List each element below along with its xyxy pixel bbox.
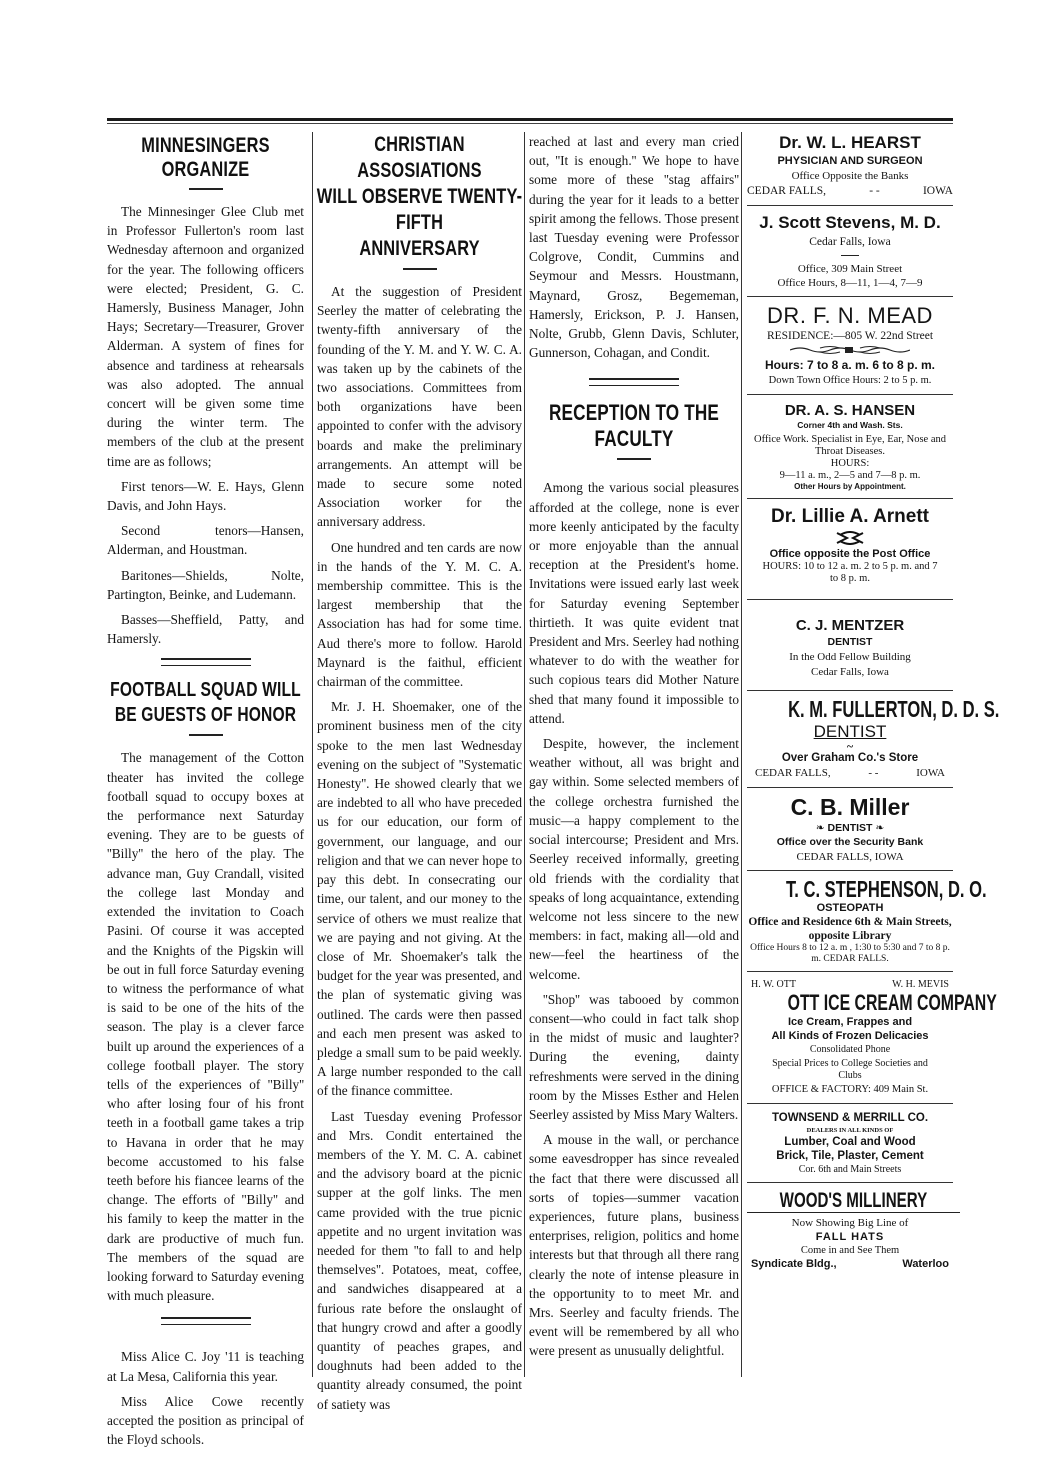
divider-dash bbox=[617, 458, 651, 460]
ad-building: Syndicate Bldg., bbox=[751, 1258, 837, 1270]
column-2 bbox=[317, 132, 522, 1420]
ad-divider bbox=[747, 205, 953, 206]
headline-line: CHRISTIAN ASSOSIATIONS bbox=[357, 133, 482, 182]
ad-divider bbox=[747, 394, 953, 395]
ad-office: Office, 309 Main Street bbox=[797, 263, 903, 275]
ad-name: K. M. FULLERTON, D. D. S. bbox=[788, 696, 1000, 722]
ad-woods bbox=[747, 1189, 953, 1271]
column-divider bbox=[741, 132, 742, 1377]
ad-line: FALL HATS bbox=[815, 1231, 885, 1243]
paragraph: Second tenors—Hansen, Alderman, and Houstman. bbox=[107, 523, 304, 558]
double-rule bbox=[161, 1317, 251, 1325]
ornament-icon: ~ bbox=[846, 739, 854, 753]
ad-hours: 9—11 a. m., 2—5 and 7—8 p. m. bbox=[779, 470, 921, 481]
ad-office: Office over the Security Bank bbox=[776, 836, 924, 848]
ad-hours-text: Office Hours 8 to 12 a. m , 1:30 to 5:30 and 7 to 8 p. m. bbox=[750, 943, 950, 964]
ad-divider bbox=[747, 599, 953, 600]
top-rule-thin bbox=[107, 123, 953, 124]
leaf-icon: ❧ bbox=[815, 822, 825, 834]
ad-office: Office Opposite the Banks bbox=[791, 170, 909, 182]
paragraph: Mr. J. H. Shoemaker, one of the prominent business men of the city spoke to the men last Wednesday evening on the subject of ''Systematic Honesty''. He showed clearly that we are indebted to all who have preceded us for our education, our form of government, our language, and our religion and that we can never hope to pay this debt. In consecrating our time, our talent, and our money to the service of others we must realize that we are paying and not giving. At the close of Mr. Shoemaker's talk the budget for the year was presented, and the plan of systematic giving was outlined. The cards were then passed and each men present was asked to pledge a small sum to be paid weekly. A large number responded to the call of the finance committee. bbox=[317, 699, 522, 1099]
ad-address: Cor. 6th and Main Streets bbox=[798, 1164, 902, 1175]
ad-name: C. B. Miller bbox=[790, 794, 910, 820]
ad-name: TOWNSEND & MERRILL CO. bbox=[771, 1112, 929, 1124]
ad-address: OFFICE & FACTORY: 409 Main St. bbox=[771, 1084, 929, 1095]
headline-line: WILL OBSERVE TWENTY-FIFTH bbox=[316, 185, 523, 234]
ad-divider bbox=[747, 971, 953, 972]
personal-item: Miss Alice Cowe recently accepted the position as principal of the Floyd schools. bbox=[107, 1393, 304, 1448]
top-rule bbox=[107, 118, 953, 121]
ad-title: DENTIST bbox=[813, 722, 887, 741]
ad-title: PHYSICIAN AND SURGEON bbox=[777, 155, 923, 167]
ad-location: Over Graham Co.'s Store bbox=[781, 752, 919, 764]
ad-divider bbox=[747, 498, 953, 499]
ad-divider bbox=[747, 690, 953, 691]
ad-line: Now Showing Big Line of bbox=[791, 1217, 909, 1229]
ad-city: CEDAR FALLS. bbox=[823, 954, 889, 964]
ad-line: Brick, Tile, Plaster, Cement bbox=[776, 1150, 924, 1162]
ad-hours-label: HOURS: bbox=[830, 458, 870, 469]
ad-stevens bbox=[747, 212, 953, 290]
ad-divider bbox=[747, 1103, 953, 1104]
ad-townsend bbox=[747, 1110, 953, 1176]
ad-owner: W. H. MEVIS bbox=[892, 979, 949, 990]
paragraph: At the suggestion of President Seerley the matter of celebrating the twenty-fifth anniversary of the founding of the Y. M. and Y. W. C. A. was taken up by the cabinets of the two associations. Committees from both organizations have been appointed to confer with the advisory boards and make the preliminary arrangements. An attempt will be made to secure some noted Association worker for the anniversary address. bbox=[317, 284, 522, 530]
column-1 bbox=[107, 132, 304, 1455]
paragraph-continuation: reached at last and every man cried out, ''It is enough.'' We hope to have some more of these ''stag affairs'' during the year for it leads to a better spirit among the fellows. Those present last Tuesday evening were Professor Colgrove, Condit, Cummins and Seymour and Messrs. Houstmann, Maynard, Grosz, Begememan, Hamersly, Erickson, P. J. Hansen, Nolte, Grubb, Glenn Davis, Schluter, Gunnerson, Cohagan, and Condit. bbox=[529, 134, 739, 361]
ad-dealers: DEALERS IN ALL KINDS OF bbox=[806, 1127, 894, 1134]
headline-christian-associations bbox=[316, 132, 523, 262]
ad-stephenson bbox=[747, 876, 987, 965]
paragraph: Basses—Sheffield, Patty, and Hamersly. bbox=[107, 612, 304, 647]
ad-name: C. J. MENTZER bbox=[795, 617, 905, 634]
column-divider bbox=[312, 132, 313, 1377]
headline-minnesingers: MINNESINGERS ORGANIZE bbox=[141, 134, 270, 181]
ornament-icon bbox=[835, 531, 865, 545]
paragraph: First tenors—W. E. Hays, Glenn Davis, and John Hays. bbox=[107, 478, 304, 514]
ad-city: CEDAR FALLS, bbox=[747, 185, 827, 197]
ad-hansen bbox=[747, 401, 953, 492]
ad-phone: Consolidated Phone bbox=[809, 1044, 891, 1055]
ad-line: Come in and See Them bbox=[800, 1245, 900, 1256]
paragraph: A mouse in the wall, or perchance some eavesdropper has since revealed the fact that there were discussed all sorts of topies—summer vacation experiences, future plans, business enterprises, religion, politics and home interests but that through all there rang clearly the note of intense pleasure in the opportunity to to meet Mr. and Mrs. Seerley and faculty friends. The event will be remembered by all who were present as unusually delightful. bbox=[529, 1132, 739, 1359]
ad-work: Office Work. Specialist in Eye, Ear, Nose and Throat Diseases. bbox=[754, 434, 946, 457]
ad-sep: - - bbox=[868, 767, 879, 779]
ad-special: Special Prices to College Societies and Clubs bbox=[772, 1058, 928, 1081]
ad-location: In the Odd Fellow Building bbox=[789, 651, 911, 663]
ad-divider bbox=[747, 296, 953, 297]
ad-city: CEDAR FALLS, IOWA bbox=[796, 851, 904, 863]
ad-hours: HOURS: 10 to 12 a. m. 2 to 5 p. m. and 7 to 8 p. m. bbox=[762, 561, 938, 584]
ad-name: T. C. STEPHENSON, D. O. bbox=[786, 876, 987, 902]
headline-reception: RECEPTION TO THE FACULTY bbox=[549, 400, 719, 452]
ad-hearst bbox=[747, 132, 953, 199]
ad-line: Lumber, Coal and Wood bbox=[784, 1136, 916, 1148]
ad-hours: Hours: 7 to 8 a. m. 6 to 8 p. m. bbox=[764, 358, 936, 372]
ad-title: DENTIST bbox=[827, 822, 873, 834]
ad-residence: RESIDENCE:—805 W. 22nd Street bbox=[766, 330, 934, 342]
ad-office: Office and Residence 6th & Main Streets, opposite Library bbox=[748, 916, 952, 942]
divider-dash bbox=[189, 734, 223, 736]
ad-state: IOWA bbox=[922, 185, 953, 197]
ads-column bbox=[747, 132, 1000, 1271]
ornament-icon bbox=[790, 345, 910, 355]
divider-dash bbox=[189, 188, 223, 190]
ad-line: Ice Cream, Frappes and bbox=[787, 1016, 913, 1028]
newspaper-page bbox=[107, 118, 1000, 1448]
headline-line: ANNIVERSARY bbox=[359, 237, 480, 260]
ad-mentzer bbox=[747, 606, 953, 680]
headline-football: FOOTBALL SQUAD WILL BE GUESTS OF HONOR bbox=[110, 679, 301, 727]
ad-divider bbox=[747, 870, 953, 871]
ad-owner: H. W. OTT bbox=[751, 979, 796, 990]
ad-city: Cedar Falls, Iowa bbox=[811, 666, 889, 678]
ad-mead bbox=[747, 303, 953, 388]
paragraph: Despite, however, the inclement weather without, all was bright and gay within. Some selected members of the college orchestra furnished the music—a happy complement to the social intercourse; President and Mrs. Seerley received informally, greeting old friends with the cordiality that speaks of long acquaintance, extending welcome not less sincere to the new members: in fact, making all—old and new—feel the heartiness of the welcome. bbox=[529, 736, 739, 982]
ad-other-hours: Other Hours by Appointment. bbox=[794, 482, 906, 491]
ad-divider bbox=[747, 787, 953, 788]
ad-corner: Corner 4th and Wash. Sts. bbox=[797, 420, 903, 430]
double-rule bbox=[161, 658, 251, 666]
ad-name: DR. F. N. MEAD bbox=[767, 303, 933, 328]
ad-hours: Office Hours, 8—11, 1—4, 7—9 bbox=[777, 277, 923, 289]
paragraph: ''Shop'' was tabooed by common consent—who could in fact talk shop in the midst of music and laughter? During the evening, dainty refreshments were served in the dining room by the Misses Esther and Helen Seerley assisted by Miss Mary Walters. bbox=[529, 991, 739, 1122]
ad-arnett bbox=[747, 505, 953, 585]
paragraph: Last Tuesday evening Professor and Mrs. Condit entertained the members of the Y. M. C. A. cabinet and the advisory board at the picnic supper at the golf links. The men came provided with the true picnic appetite and no urgent invitation was needed for them ''to fall to and help themselves''. Potatoes, meat, coffee, and sandwiches disappeared at a furious rate before the onslaught of that hungry crowd and after a goodly quantity of peaches grapes, and doughnuts had been added to the quantity already consumed, the point of satiety was bbox=[317, 1108, 522, 1412]
ad-ott bbox=[747, 978, 997, 1097]
ad-state: IOWA bbox=[916, 767, 945, 779]
ad-line: All Kinds of Frozen Delicacies bbox=[771, 1030, 929, 1042]
ad-name: WOOD'S MILLINERY bbox=[779, 1189, 928, 1212]
ad-city: CEDAR FALLS, bbox=[755, 767, 831, 779]
paragraph: The management of the Cotton theater has invited the college football squad to occupy boxes at the performance next Saturday evening. They are to be guests of ''Billy'' the hero of the play. The advance man, Guy Crandall, visited the college last Monday and extended the invitation to Coach Pasini. Of course it was accepted and the Knights of the Pigskin will be out in full force Saturday evening to witness the performance of what is said to be one of the hits of the season. The play is a clever farce built up around the experiences of a college football player. The story tells of the experiences of ''Billy'' who after losing four of his front teeth in a football game takes a trip to Havana in order that he may become accustomed to his false teeth before his fiancee learns of the change. The efforts of ''Billy'' and his family to keep the matter in the dark are productive of much fun. The members of the squad are looking forward to Saturday evening with much pleasure. bbox=[107, 750, 304, 1304]
divider-dash bbox=[403, 268, 437, 270]
ad-name: OTT ICE CREAM COMPANY bbox=[787, 990, 997, 1015]
paragraph: The Minnesinger Glee Club met in Professor Fullerton's room last Wednesday afternoon and organized for the year. The following officers were elected; President, G. C. Hamersly, Business Manager, John Hays; Secretary—Treasurer, Grover Alderman. A system of fines for absence and tardiness at rehearsals was also adopted. The annual concert will be given some time during the winter term. The members of the club at the present time are as follows; bbox=[107, 204, 304, 469]
ad-name: DR. A. S. HANSEN bbox=[784, 402, 916, 419]
paragraph: Among the various social pleasures afforded at the college, none is ever more keenly anticipated by the faculty or more enjoyable than the annual reception at the President's home. Invitations were issued early last week for Saturday evening September thirtieth. It was quite evident tnat President and Mrs. Seerley had nothing whatever to do with the weather for such copious tears did Mother Nature shed that many found it impossible to attend. bbox=[529, 480, 739, 726]
ad-divider bbox=[747, 1182, 953, 1183]
ad-hours bbox=[747, 943, 953, 965]
ad-title: OSTEOPATH bbox=[816, 902, 884, 914]
column-divider bbox=[524, 132, 525, 1377]
column-3 bbox=[529, 132, 739, 1367]
ad-city: Waterloo bbox=[902, 1258, 949, 1270]
ad-name: Dr. Lillie A. Arnett bbox=[770, 506, 929, 527]
ad-downtown-hours: Down Town Office Hours: 2 to 5 p. m. bbox=[768, 375, 932, 386]
divider-dash bbox=[841, 255, 859, 256]
ad-office: Office opposite the Post Office bbox=[769, 548, 931, 560]
personal-item: Miss Alice C. Joy '11 is teaching at La Mesa, California this year. bbox=[107, 1349, 304, 1384]
ad-name: Dr. W. L. HEARST bbox=[779, 133, 921, 152]
leaf-icon: ❧ bbox=[875, 822, 885, 834]
double-rule bbox=[589, 378, 679, 386]
ad-title: DENTIST bbox=[827, 636, 873, 648]
ad-miller bbox=[747, 794, 953, 864]
paragraph: One hundred and ten cards are now in the hands of the Y. M. C. A. membership committee. This is the largest membership that the Association has had for some time. Aud there's more to follow. Harold Maynard is the faithul, efficient chairman of the committee. bbox=[317, 539, 522, 690]
ad-city: Cedar Falls, Iowa bbox=[809, 236, 891, 248]
ad-name: J. Scott Stevens, M. D. bbox=[759, 213, 941, 232]
ad-sep: - - bbox=[869, 185, 880, 197]
ad-fullerton bbox=[747, 696, 1000, 781]
paragraph: Baritones—Shields, Nolte, Partington, Beinke, and Ludemann. bbox=[107, 567, 304, 602]
